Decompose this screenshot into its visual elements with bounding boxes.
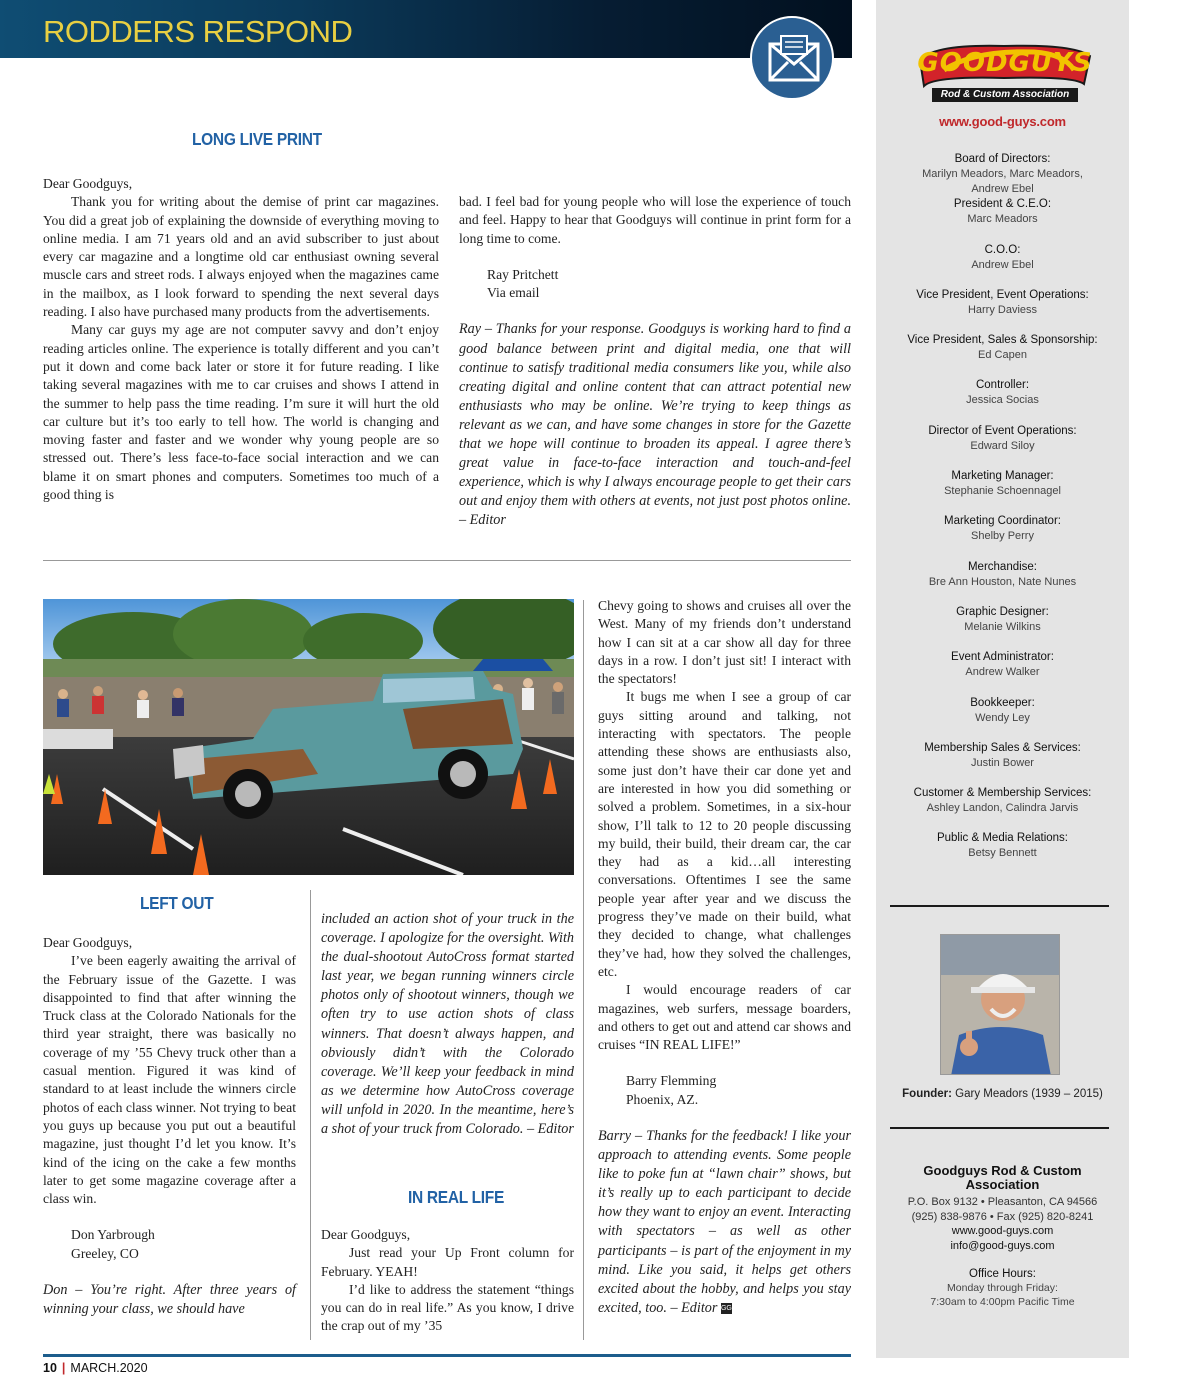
heading-long-live-print: LONG LIVE PRINT (192, 130, 322, 150)
website-link[interactable]: www.good-guys.com (939, 114, 1066, 129)
staff-list (876, 152, 1129, 877)
founder-name: Gary Meadors (1939 – 2015) (955, 1088, 1103, 1100)
staff-name: Ashley Landon, Calindra Jarvis (926, 802, 1079, 815)
editor-reply: Don – You’re right. After three years of winning your class, we should have (43, 1282, 296, 1318)
editor-reply-continued: included an action shot of your truck in the coverage. I apologize for the oversight. With the dual-shootout AutoCross format started last year, we began running winners circle photos only of shootout winners, though we often try to use action shots of class winners. That doesn’t always happen, and obviously didn’t with the Colorado coverage. We’ll keep your feedback in mind as we determine how AutoCross coverage will unfold in 2020. In the meantime, here’s a shot of your truck from Colorado. – Editor (321, 911, 574, 1138)
staff-name: Shelby Perry (971, 530, 1034, 543)
founder-credit (876, 1088, 1129, 1100)
staff-name: Betsy Bennett (968, 847, 1037, 860)
letter-long-live-print-col2 (459, 193, 851, 531)
staff-role: President & C.E.O: (953, 198, 1052, 211)
staff-entry (876, 243, 1129, 288)
letter-greeting: Dear Goodguys, (43, 935, 133, 950)
letter-paragraph: bad. I feel bad for young people who will lose the experience of touch and feel. Happy to hear that Goodguys will continue in print form for a long time to come. (459, 194, 851, 246)
staff-name: Justin Bower (971, 756, 1034, 769)
staff-entry (876, 514, 1129, 559)
office-hours-title: Office Hours: (969, 1268, 1036, 1280)
staff-name: Melanie Wilkins (964, 620, 1041, 633)
staff-role: Vice President, Sales & Sponsorship: (907, 334, 1098, 347)
staff-entry (876, 786, 1129, 831)
staff-entry (876, 831, 1129, 876)
staff-entry (876, 696, 1129, 741)
staff-role: C.O.O: (984, 243, 1021, 256)
staff-name: Andrew Ebel (971, 183, 1034, 195)
letter-paragraph: Just read your Up Front column for February. YEAH! (321, 1245, 574, 1279)
staff-role: Vice President, Event Operations: (916, 288, 1089, 301)
truck-autocross-photo (43, 599, 574, 875)
staff-entry (876, 288, 1129, 333)
page-number: 10 (43, 1361, 57, 1375)
org-email[interactable]: info@good-guys.com (950, 1239, 1055, 1252)
staff-entry (876, 469, 1129, 514)
founder-photo (940, 934, 1060, 1075)
office-hours-days: Monday through Friday: (947, 1282, 1058, 1294)
staff-entry (876, 197, 1129, 242)
staff-name: Wendy Ley (975, 711, 1030, 724)
staff-name: Marc Meadors (967, 213, 1038, 226)
signature-place: Via email (487, 285, 540, 301)
editor-reply: Barry – Thanks for the feedback! I like your approach to attending events. Some people like to poke fun at “lawn chair” shows, but it’s really up to each participant to decide how they want to enjoy an event. Interacting with spectators – as well as other participants – is part of the enjoyment in my mind. Like you said, it helps get others excited about the hobby, and helps you stay excited, too. – Editor GG (598, 1128, 851, 1316)
signature-place: Phoenix, AZ. (626, 1091, 699, 1107)
staff-role: Board of Directors: (954, 153, 1051, 165)
staff-name: Andrew Walker (965, 666, 1040, 679)
goodguys-logo (914, 40, 1096, 106)
sidebar-divider (890, 905, 1109, 907)
staff-entry (876, 560, 1129, 605)
org-address: P.O. Box 9132 • Pleasanton, CA 94566 (907, 1196, 1098, 1208)
heading-left-out: LEFT OUT (140, 894, 214, 914)
staff-role: Controller: (975, 379, 1030, 392)
org-name: Goodguys Rod & Custom Association (923, 1163, 1082, 1192)
staff-role: Graphic Designer: (956, 605, 1049, 618)
letter-paragraph: I’ve been eagerly awaiting the arrival of the February issue of the Gazette. I was disappointed to find that after winning the Truck class at the Colorado Nationals for the third year straight, there was basically no coverage of my ’55 Chevy truck other than a casual mention. Figured it was kind of standard to at least include the winners circle photos of each class winner. Not trying to beat you guys up because you put out a beautiful magazine, just thought I’d let you know. It’s kind of the icing on the cake a few months later to get some magazine coverage after a class win. (43, 953, 296, 1207)
staff-name: Ed Capen (978, 349, 1027, 362)
founder-label: Founder: (902, 1088, 952, 1100)
office-hours-time: 7:30am to 4:00pm Pacific Time (930, 1296, 1075, 1308)
staff-name: Stephanie Schoennagel (944, 485, 1061, 498)
footer-separator: | (61, 1361, 66, 1375)
logo-wordmark: GOODGUYS (917, 48, 1093, 78)
heading-in-real-life: IN REAL LIFE (408, 1188, 505, 1208)
staff-role: Membership Sales & Services: (924, 741, 1081, 754)
signature-name: Barry Flemming (626, 1073, 717, 1089)
staff-name: Bre Ann Houston, Nate Nunes (928, 575, 1077, 588)
column-divider (583, 600, 584, 1340)
staff-name: Edward Siloy (970, 439, 1035, 452)
letter-long-live-print-col1 (43, 175, 439, 504)
page-footer (43, 1361, 148, 1375)
staff-role: Marketing Coordinator: (944, 515, 1061, 528)
letter-paragraph: Thank you for writing about the demise of print car magazines. You did a great job of explaining the downside of everything moving to online media. I am 71 years old and an avid subscriber to just about every car magazine and a longtime old car enthusiast owning several muscle cars and street rods. I always enjoyed when the magazines came in the mailbox, as I look forward to spending the next several days reading. I also have purchased many products from the advertisements. (43, 194, 439, 320)
staff-name: Harry Daviess (967, 303, 1038, 316)
letter-in-real-life-col3 (321, 1226, 574, 1336)
organization-contact (876, 1164, 1129, 1309)
staff-name: Andrew Ebel (971, 258, 1034, 271)
footer-rule (43, 1354, 851, 1357)
section-divider (43, 560, 851, 561)
gg-end-mark: GG (720, 1305, 732, 1313)
editor-reply: Ray – Thanks for your response. Goodguys is working hard to find a good balance between print and digital media, one that will continue to satisfy traditional media consumers like you, while also creating digital and online content that can attract potential new enthusiasts who may be online. We’re trying to keep things as relevant as we can, and have some changes in store for the Gazette that we hope will continue to broaden its appeal. I agree there’s great value in face-to-face interaction and touch-and-feel experience, which is why I always encourage people to get their cars out and enjoy them with others at events, not just post photos online. – Editor (459, 321, 851, 529)
staff-role: Merchandise: (967, 560, 1038, 573)
signature-name: Don Yarbrough (71, 1227, 155, 1243)
signature-place: Greeley, CO (71, 1245, 139, 1261)
masthead-sidebar (876, 0, 1129, 1358)
staff-role: Customer & Membership Services: (913, 787, 1092, 800)
letter-paragraph: Many car guys my age are not computer savvy and don’t enjoy reading articles online. The experience is totally different and you can’t put it down and come back later or store it for future reading. I like taking several magazines with me to car cruises and shows I attend in the summer to help pass the time reading. I’m sure it will hurt the old car culture but it’s too early to tell how. The world is changing and moving faster and faster and we wonder why young people are so stressed out. There’s less face-to-face social interaction and we can blame it on smart phones and computers. Sometimes too much of a good thing is (43, 322, 439, 503)
letter-paragraph: I would encourage readers of car magazines, web surfers, message boarders, and others to get out and attend car shows and cruises “IN REAL LIFE!” (598, 982, 851, 1053)
logo-subtitle: Rod & Custom Association (940, 89, 1070, 100)
staff-role: Event Administrator: (951, 651, 1054, 664)
staff-role: Public & Media Relations: (936, 832, 1069, 845)
letter-greeting: Dear Goodguys, (43, 176, 133, 191)
letter-greeting: Dear Goodguys, (321, 1227, 411, 1242)
staff-role: Bookkeeper: (970, 696, 1035, 709)
staff-role: Director of Event Operations: (928, 424, 1077, 437)
signature-name: Ray Pritchett (487, 266, 559, 282)
org-website[interactable]: www.good-guys.com (951, 1225, 1054, 1237)
staff-entry (876, 378, 1129, 423)
letter-paragraph: I’d like to address the statement “things you can do in real life.” As you know, I drive the crap out of my ’35 (321, 1281, 574, 1334)
staff-entry (876, 152, 1129, 197)
staff-name: Marilyn Meadors, Marc Meadors, (922, 168, 1083, 180)
issue-date: MARCH.2020 (70, 1361, 148, 1375)
staff-entry (876, 650, 1129, 695)
staff-name: Jessica Socias (966, 394, 1039, 407)
mail-envelope-icon (750, 16, 834, 100)
staff-entry (876, 333, 1129, 378)
org-phone: (925) 838-9876 • Fax (925) 820-8241 (911, 1210, 1094, 1223)
letter-left-out-col1 (43, 934, 296, 1319)
letter-paragraph: Chevy going to shows and cruises all over the West. Many of my friends don’t understand how I can sit at a car show all day for three days in a row. I don’t just sit! I interact with the spectators! (598, 598, 851, 687)
staff-entry (876, 605, 1129, 650)
column-divider (310, 890, 311, 1340)
sidebar-divider (890, 1127, 1109, 1129)
letter-in-real-life-col4 (598, 597, 851, 1318)
letter-paragraph: It bugs me when I see a group of car guys sitting around and talking, not interacting with spectators. The people attending these shows are enthusiasts also, some just don’t have their car done yet and are interested in how you did something or solved a problem. Sometimes, in a six-hour show, I’ll talk to 12 to 20 people discussing my build, their build, their dream car, the car they had as a kid…all interesting conversations. Oftentimes I see the same people year after year and we discuss the progress they’ve made on their build, what they decided to change, what challenges they’ve had, how they solved the challenges, etc. (598, 689, 851, 979)
section-title: RODDERS RESPOND (43, 14, 353, 49)
staff-entry (876, 741, 1129, 786)
staff-role: Marketing Manager: (951, 470, 1054, 483)
staff-entry (876, 424, 1129, 469)
